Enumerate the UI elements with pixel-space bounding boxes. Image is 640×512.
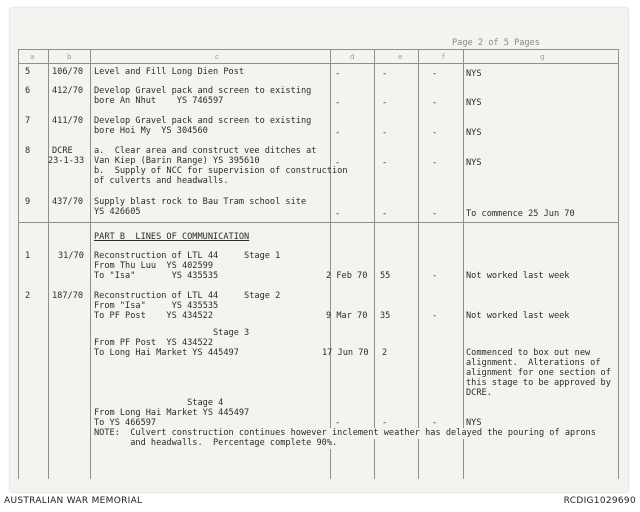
row-remarks: NYS	[466, 418, 482, 428]
row-col-e: 55	[380, 271, 391, 281]
row-description: b. Supply of NCC for supervision of construction	[94, 166, 348, 176]
col-rule-8	[618, 49, 619, 479]
row-remarks: this stage to be approved by	[466, 378, 611, 388]
document-sheet	[10, 8, 628, 492]
row-col-f: -	[432, 128, 438, 138]
row-number: 8	[25, 146, 31, 156]
row-number: 7	[25, 116, 31, 126]
row-col-e: 35	[380, 311, 391, 321]
row-col-d: 2 Feb 70	[326, 271, 368, 281]
col-rule-7	[463, 49, 464, 479]
row-ref: 106/70	[52, 67, 84, 77]
row-number: 1	[25, 251, 31, 261]
row-remarks: Commenced to box out new	[466, 348, 591, 358]
row-description: Stage 3	[94, 328, 250, 338]
row-col-e: -	[382, 209, 388, 219]
col-header-d: d	[350, 53, 355, 61]
col-header-b: b	[67, 53, 72, 61]
footer-record-id: RCDIG1029690	[563, 496, 636, 506]
row-description: Develop Gravel pack and screen to existing	[94, 116, 312, 126]
row-description: Van Kiep (Barin Range) YS 395610	[94, 156, 260, 166]
row-description: Develop Gravel pack and screen to existing	[94, 86, 312, 96]
row-description: To YS 466597	[94, 418, 157, 428]
row-col-f: -	[432, 209, 438, 219]
row-col-e: -	[382, 418, 388, 428]
row-col-d: -	[335, 128, 341, 138]
row-col-f: -	[432, 98, 438, 108]
row-remarks: NYS	[466, 128, 482, 138]
row-col-e: 2	[382, 348, 388, 358]
row-description: Reconstruction of LTL 44 Stage 2	[94, 291, 281, 301]
row-description: Stage 4	[94, 398, 224, 408]
row-remarks: NYS	[466, 98, 482, 108]
col-rule-1	[18, 49, 19, 479]
row-col-d: -	[335, 158, 341, 168]
row-number: 2	[25, 291, 31, 301]
row-description: Supply blast rock to Bau Tram school site	[94, 197, 307, 207]
row-col-e: -	[382, 158, 388, 168]
row-remarks: NYS	[466, 69, 482, 79]
row-description: Reconstruction of LTL 44 Stage 1	[94, 251, 281, 261]
table-top-rule	[18, 49, 618, 50]
row-col-d: -	[335, 98, 341, 108]
row-remarks: alignment. Alterations of	[466, 358, 601, 368]
row-ref: 412/70	[52, 86, 84, 96]
col-rule-3	[90, 49, 91, 479]
row-col-e: -	[382, 98, 388, 108]
page-header: Page 2 of 5 Pages	[452, 38, 540, 48]
footer-archive-name: AUSTRALIAN WAR MEMORIAL	[4, 496, 143, 506]
row-description: YS 426605	[94, 207, 141, 217]
col-header-a: a	[30, 53, 35, 61]
row-remarks: NYS	[466, 158, 482, 168]
row-ref: 187/70	[52, 291, 84, 301]
col-header-g: g	[540, 53, 545, 61]
row-col-d: -	[335, 209, 341, 219]
col-rule-2	[48, 49, 49, 479]
row-col-f: -	[432, 158, 438, 168]
row-remarks: To commence 25 Jun 70	[466, 209, 575, 219]
row-description: To PF Post YS 434522	[94, 311, 213, 321]
part-b-heading: PART B LINES OF COMMUNICATION	[94, 232, 250, 242]
row-col-f: -	[432, 69, 438, 79]
row-ref: DCRE	[52, 146, 73, 156]
row-description: From Long Hai Market YS 445497	[94, 408, 250, 418]
row-description: bore Hoi My YS 304560	[94, 126, 208, 136]
row-ref: 411/70	[52, 116, 84, 126]
row-description: To "Isa" YS 435535	[94, 271, 219, 281]
row-remarks: Not worked last week	[466, 271, 570, 281]
row-col-e: -	[382, 128, 388, 138]
header-rule	[18, 63, 618, 64]
row-description: of culverts and headwalls.	[94, 176, 229, 186]
row-col-d: -	[335, 418, 341, 428]
row-col-f: -	[432, 418, 438, 428]
note-text: and headwalls. Percentage complete 90%.	[94, 438, 338, 448]
row-number: 5	[25, 67, 31, 77]
row-col-d: 17 Jun 70	[322, 348, 369, 358]
row-ref: 437/70	[52, 197, 84, 207]
row-number: 9	[25, 197, 31, 207]
row-remarks: alignment for one section of	[466, 368, 611, 378]
row-col-d: -	[335, 69, 341, 79]
row-remarks: Not worked last week	[466, 311, 570, 321]
col-rule-5	[374, 49, 375, 479]
col-header-f: f	[442, 53, 445, 61]
row-number: 6	[25, 86, 31, 96]
row-ref: 31/70	[58, 251, 84, 261]
row-remarks: DCRE.	[466, 388, 492, 398]
col-header-c: c	[215, 53, 219, 61]
col-header-e: e	[398, 53, 403, 61]
row-description: a. Clear area and construct vee ditches at	[94, 146, 317, 156]
part-divider-rule	[18, 222, 618, 223]
row-col-f: -	[432, 271, 438, 281]
row-description: From PF Post YS 434522	[94, 338, 213, 348]
row-col-f: -	[432, 311, 438, 321]
row-description: From "Isa" YS 435535	[94, 301, 219, 311]
row-description: bore An Nhut YS 746597	[94, 96, 224, 106]
col-rule-4	[330, 49, 331, 479]
row-description: Level and Fill Long Dien Post	[94, 67, 245, 77]
row-description: From Thu Luu YS 402599	[94, 261, 213, 271]
col-rule-6	[418, 49, 419, 479]
row-description: To Long Hai Market YS 445497	[94, 348, 239, 358]
note-text: NOTE: Culvert construction continues however inclement weather has delayed the pouring of aprons	[94, 428, 596, 438]
row-col-e: -	[382, 69, 388, 79]
row-col-d: 9 Mar 70	[326, 311, 368, 321]
row-ref-secondary: 23-1-33	[48, 156, 85, 166]
